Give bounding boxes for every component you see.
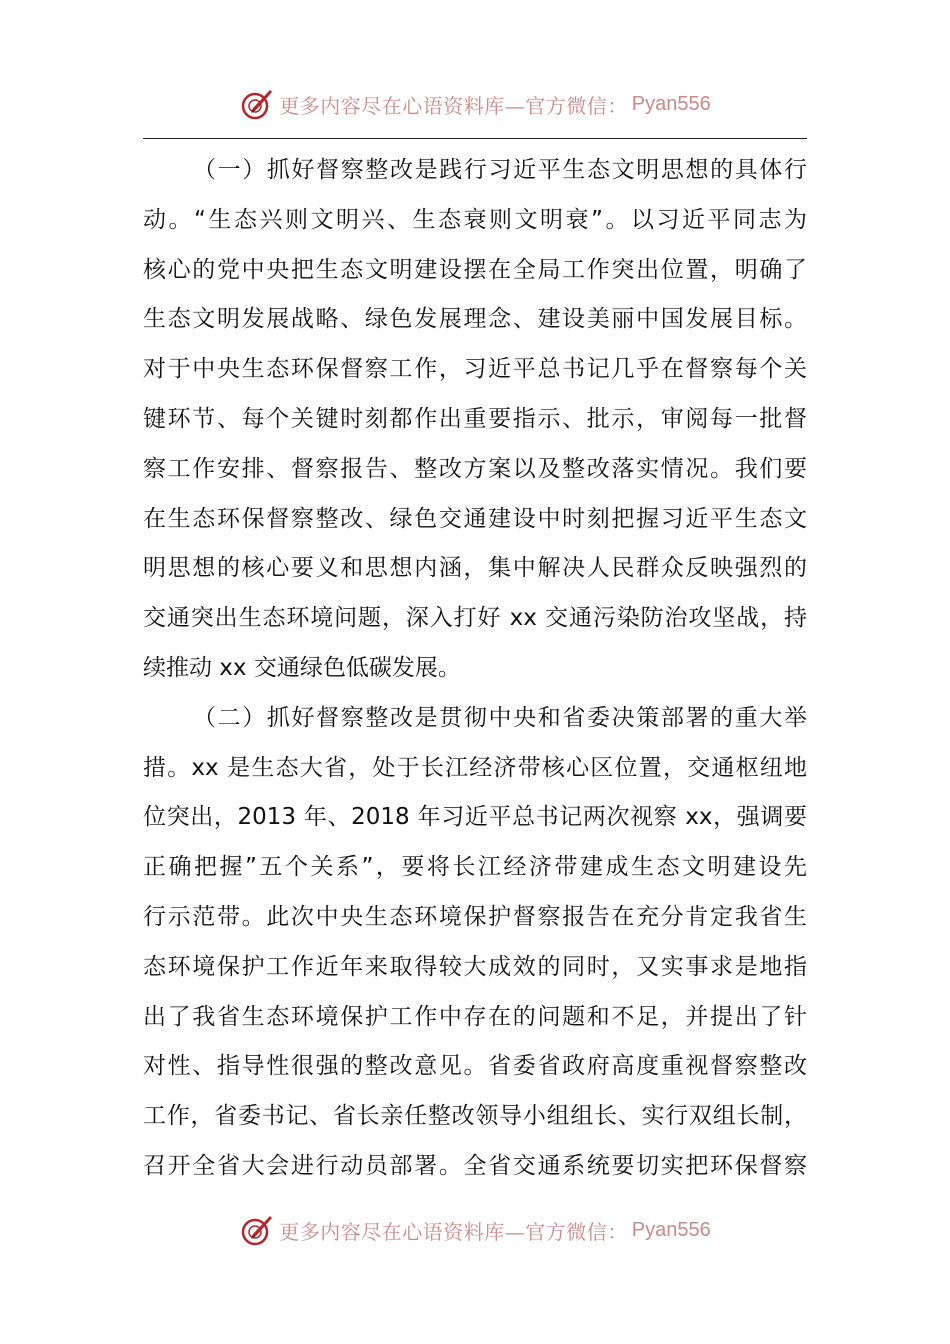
paragraph-line: 明思想的核心要义和思想内涵，集中解决人民群众反映强烈的 [143,555,807,582]
paragraph-line: 召开全省大会进行动员部署。全省交通系统要切实把环保督察 [143,1152,807,1179]
paragraph-line: 工作，省委书记、省长亲任整改领导小组组长、实行双组长制， [143,1103,807,1130]
paragraph-line: 位突出，2013 年、2018 年习近平总书记两次视察 xx，强调要 [143,804,807,831]
header-banner-wechat-id: Pyan556 [631,92,711,115]
header-divider [143,138,807,139]
paragraph-line: 出了我省生态环境保护工作中存在的问题和不足，并提出了针 [143,1003,807,1030]
quill-logo-icon [239,86,275,122]
paragraph-line: 交通突出生态环境问题，深入打好 xx 交通污染防治攻坚战，持 [143,605,807,632]
paragraph-line: 生态文明发展战略、绿色发展理念、建设美丽中国发展目标。 [143,306,807,333]
footer-banner-wechat-id: Pyan556 [631,1218,711,1241]
paragraph-line: （一）抓好督察整改是践行习近平生态文明思想的具体行 [193,157,807,183]
header-banner-text: 更多内容尽在心语资料库—官方微信： [279,93,628,118]
paragraph-line: 行示范带。此次中央生态环境保护督察报告在充分肯定我省生 [143,903,807,930]
paragraph-line: 在生态环保督察整改、绿色交通建设中时刻把握习近平生态文 [143,505,807,532]
paragraph-line: 核心的党中央把生态文明建设摆在全局工作突出位置，明确了 [143,256,807,283]
paragraph-line: 动。“生态兴则文明兴、生态衰则文明衰”。以习近平同志为 [143,206,807,233]
footer-banner-text: 更多内容尽在心语资料库—官方微信： [279,1219,628,1244]
paragraph-line: 对于中央生态环保督察工作，习近平总书记几乎在督察每个关 [143,356,807,383]
paragraph-line: 态环境保护工作近年来取得较大成效的同时，又实事求是地指 [143,953,807,980]
paragraph-2 [143,694,807,1192]
paragraph-line: 对性、指导性很强的整改意见。省委省政府高度重视督察整改 [143,1053,807,1080]
paragraph-1 [143,146,807,694]
paragraph-line: 察工作安排、督察报告、整改方案以及整改落实情况。我们要 [143,455,807,482]
paragraph-line: 措。xx 是生态大省，处于长江经济带核心区位置，交通枢纽地 [143,754,807,781]
paragraph-line: （二）抓好督察整改是贯彻中央和省委决策部署的重大举 [193,704,807,731]
paragraph-line: 续推动 xx 交通绿色低碳发展。 [143,654,461,681]
document-body [143,146,807,1192]
quill-logo-icon [239,1212,275,1248]
header-watermark-banner [0,84,950,124]
footer-watermark-banner [0,1210,950,1250]
paragraph-line: 键环节、每个关键时刻都作出重要指示、批示，审阅每一批督 [143,405,807,432]
paragraph-line: 正确把握”五个关系”，要将长江经济带建成生态文明建设先 [143,854,807,881]
